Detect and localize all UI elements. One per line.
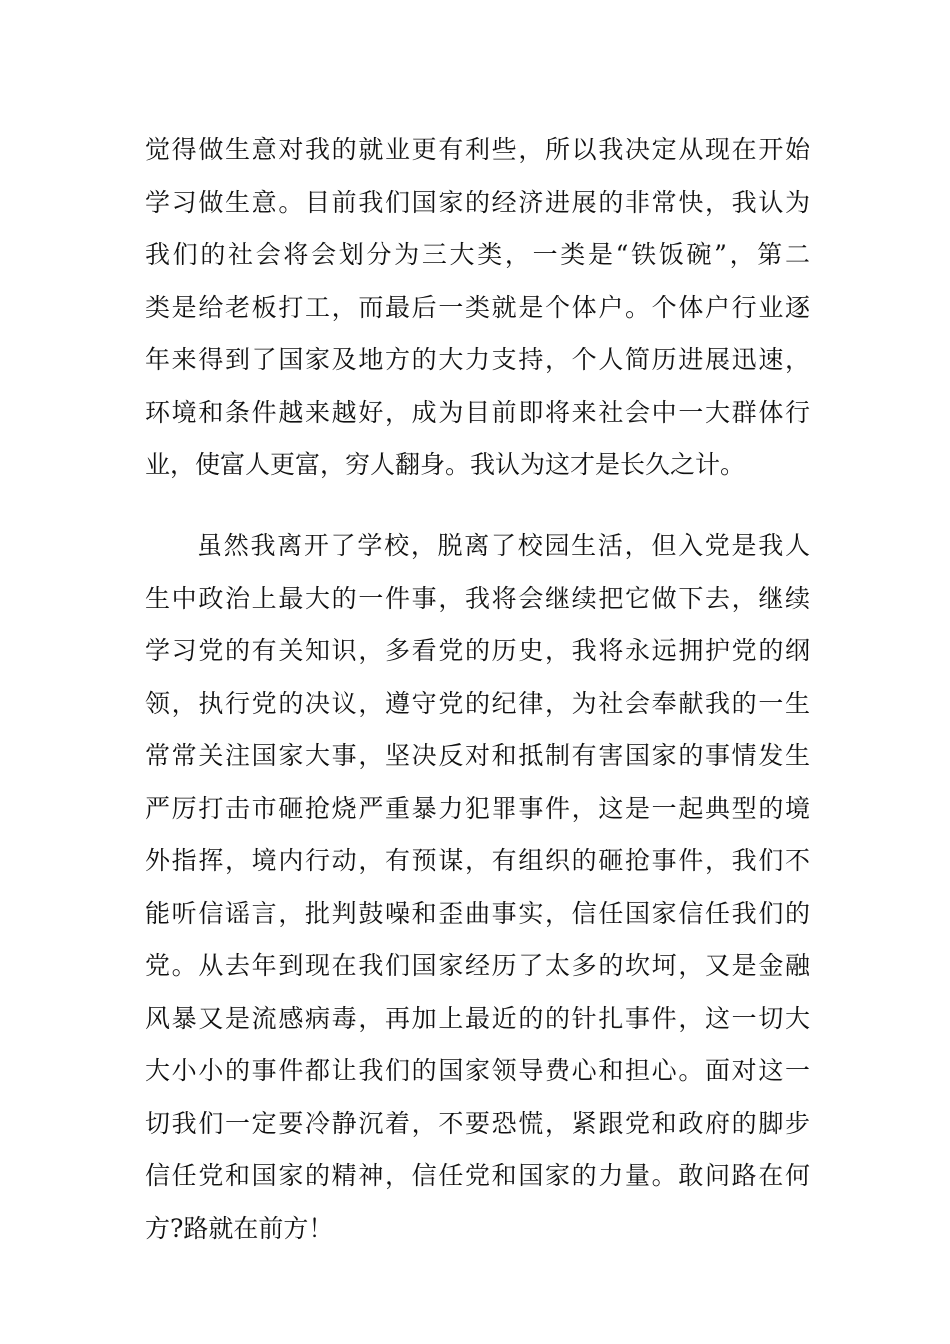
paragraph-line: 环境和条件越来越好，成为目前即将来社会中一大群体行 [145,397,810,427]
paragraph-line: 我们的社会将会划分为三大类，一类是“铁饭碗”，第二 [145,240,810,269]
paragraph-line: 生中政治上最大的一件事，我将会继续把它做下去，继续 [145,583,810,613]
paragraph-line: 类是给老板打工，而最后一类就是个体户。个体户行业逐 [145,292,810,322]
paragraph-line: 虽然我离开了学校，脱离了校园生活，但入党是我人 [197,531,810,560]
paragraph-line: 年来得到了国家及地方的大力支持，个人简历进展迅速， [145,345,810,374]
paragraph-line: 学习党的有关知识，多看党的历史，我将永远拥护党的纲 [145,636,810,665]
paragraph-line: 方?路就在前方！ [145,1213,334,1243]
paragraph-2 [145,520,810,1255]
paragraph-line: 党。从去年到现在我们国家经历了太多的坎坷，又是金融 [145,951,810,980]
paragraph-line: 大小小的事件都让我们的国家领导费心和担心。面对这一 [145,1056,810,1085]
paragraph-1 [145,124,810,492]
paragraph-line: 能听信谣言，批判鼓噪和歪曲事实，信任国家信任我们的 [145,898,810,928]
paragraph-line: 学习做生意。目前我们国家的经济进展的非常快，我认为 [145,187,810,217]
paragraph-line: 觉得做生意对我的就业更有利些，所以我决定从现在开始 [145,135,810,164]
paragraph-line: 领，执行党的决议，遵守党的纪律，为社会奉献我的一生 [145,688,810,718]
paragraph-line: 严厉打击市砸抢烧严重暴力犯罪事件，这是一起典型的境 [145,793,810,823]
paragraph-line: 切我们一定要冷静沉着，不要恐慌，紧跟党和政府的脚步 [145,1108,810,1138]
paragraph-line: 信任党和国家的精神，信任党和国家的力量。敢问路在何 [145,1161,810,1190]
paragraph-line: 常常关注国家大事，坚决反对和抵制有害国家的事情发生 [145,741,810,770]
paragraph-line: 业，使富人更富，穷人翻身。我认为这才是长久之计。 [145,450,746,479]
paragraph-line: 外指挥，境内行动，有预谋，有组织的砸抢事件，我们不 [145,846,810,875]
paragraph-line: 风暴又是流感病毒，再加上最近的的针扎事件，这一切大 [145,1003,810,1033]
